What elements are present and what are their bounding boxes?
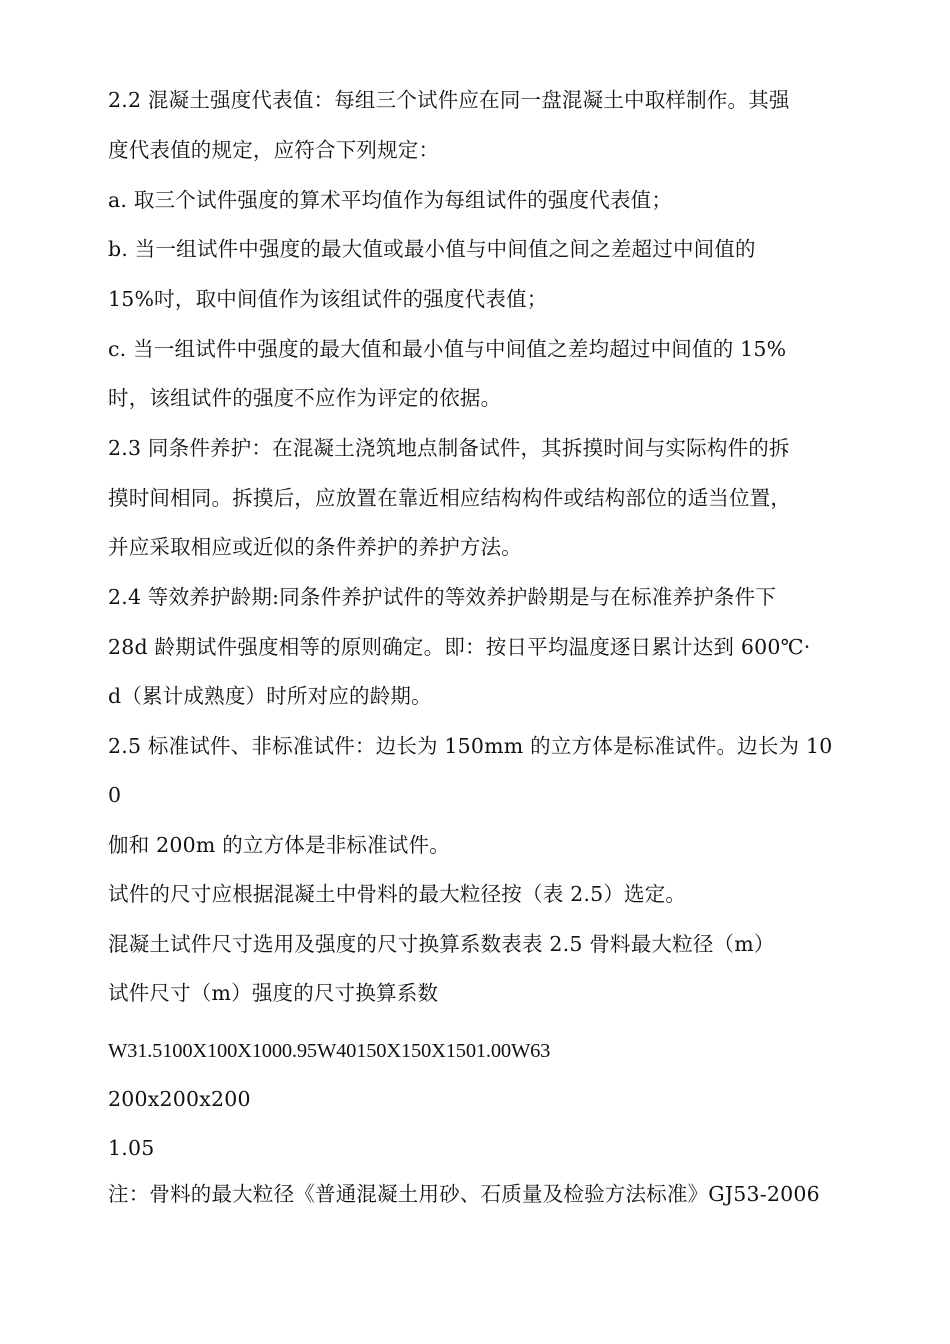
text-line-2: 度代表值的规定，应符合下列规定：	[108, 138, 440, 162]
text-line-7: 时，该组试件的强度不应作为评定的依据。	[108, 386, 502, 410]
text-line-10: 并应采取相应或近似的条件养护的养护方法。	[108, 535, 522, 559]
text-line-17: 试件的尺寸应根据混凝土中骨料的最大粒径按（表 2.5）选定。	[108, 882, 687, 906]
table-data-row: W31.5100X100X1000.95W40150X150X1501.00W63	[108, 1040, 551, 1062]
footnote: 注：骨料的最大粒径《普通混凝土用砂、石质量及检验方法标准》GJ53-2006	[108, 1182, 820, 1206]
text-line-3: a. 取三个试件强度的算术平均值作为每组试件的强度代表值；	[108, 188, 673, 212]
text-line-13: d（累计成熟度）时所对应的龄期。	[108, 684, 432, 708]
text-line-6: c. 当一组试件中强度的最大值和最小值与中间值之差均超过中间值的 15%	[108, 337, 787, 361]
text-line-15: 0	[108, 783, 122, 807]
text-line-1: 2.2 混凝土强度代表值：每组三个试件应在同一盘混凝土中取样制作。其强	[108, 88, 790, 112]
text-line-4: b. 当一组试件中强度的最大值或最小值与中间值之间之差超过中间值的	[108, 237, 756, 261]
text-line-14: 2.5 标准试件、非标准试件：边长为 150mm 的立方体是标准试件。边长为 10	[108, 734, 833, 758]
text-line-19: 试件尺寸（m）强度的尺寸换算系数	[108, 981, 439, 1005]
text-line-16: 伽和 200m 的立方体是非标准试件。	[108, 833, 450, 857]
table-factor-value: 1.05	[108, 1136, 155, 1160]
text-line-18: 混凝土试件尺寸选用及强度的尺寸换算系数表表 2.5 骨料最大粒径（m）	[108, 932, 775, 956]
text-line-12: 28d 龄期试件强度相等的原则确定。即：按日平均温度逐日累计达到 600℃·	[108, 635, 811, 659]
text-line-5: 15%吋，取中间值作为该组试件的强度代表值；	[108, 287, 548, 311]
text-line-9: 摸时间相同。拆摸后，应放置在靠近相应结构构件或结构部位的适当位置，	[108, 486, 792, 510]
text-line-11: 2.4 等效养护龄期:同条件养护试件的等效养护龄期是与在标准养护条件下	[108, 585, 777, 609]
text-line-8: 2.3 同条件养护：在混凝土浇筑地点制备试件，其拆摸时间与实际构件的拆	[108, 436, 790, 460]
table-size-value: 200x200x200	[108, 1087, 251, 1111]
